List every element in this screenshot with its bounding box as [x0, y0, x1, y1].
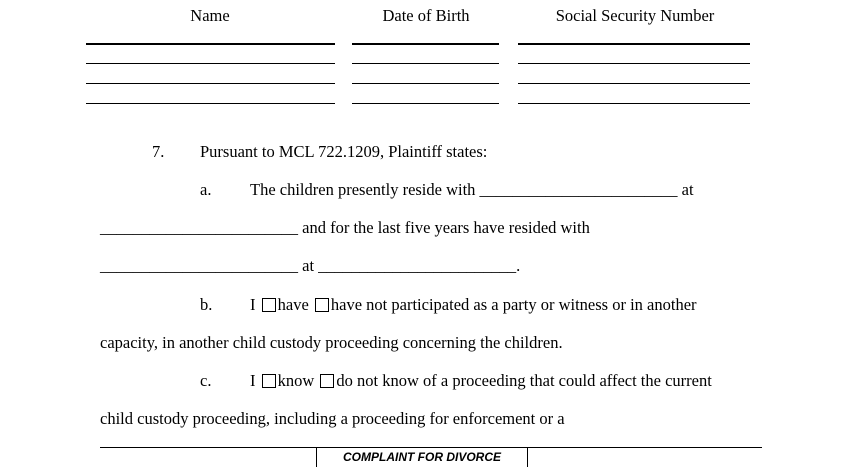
name-field-line[interactable]	[86, 63, 335, 64]
column-header-name: Name	[190, 6, 230, 25]
name-field-line[interactable]	[86, 83, 335, 84]
item-b-letter: b.	[200, 295, 213, 314]
dob-field-line[interactable]	[352, 83, 499, 84]
paragraph-number: 7.	[152, 142, 165, 161]
item-b-line-2: capacity, in another child custody proceeding concerning the children.	[100, 333, 563, 352]
column-header-ssn: Social Security Number	[555, 6, 715, 25]
form-footer-title: COMPLAINT FOR DIVORCE	[316, 447, 528, 467]
item-c-line-2: child custody proceeding, including a proceeding for enforcement or a	[100, 409, 565, 428]
name-field-line[interactable]	[86, 103, 335, 104]
item-c-i: I	[250, 371, 256, 390]
ssn-field-line[interactable]	[518, 63, 750, 64]
item-a-letter: a.	[200, 180, 212, 199]
have-not-label: have not participated as a party or witness or in another	[330, 295, 697, 314]
do-not-know-label: do not know of a proceeding that could affect the current	[336, 371, 712, 390]
item-a-line-2[interactable]: ________________________ and for the last five years have resided with	[100, 218, 590, 237]
dob-field-line[interactable]	[352, 43, 499, 45]
item-c-letter: c.	[200, 371, 212, 390]
ssn-field-line[interactable]	[518, 43, 750, 45]
ssn-field-line[interactable]	[518, 83, 750, 84]
item-b-line-1	[250, 297, 697, 314]
know-label: know	[277, 371, 315, 390]
dob-field-line[interactable]	[352, 103, 499, 104]
have-checkbox[interactable]	[262, 298, 276, 312]
item-b-i: I	[250, 295, 256, 314]
ssn-field-line[interactable]	[518, 103, 750, 104]
item-a-line-1[interactable]: The children presently reside with ________________________ at	[250, 180, 694, 199]
name-field-line[interactable]	[86, 43, 335, 45]
dob-field-line[interactable]	[352, 63, 499, 64]
item-c-line-1	[250, 373, 712, 390]
have-label: have	[277, 295, 309, 314]
item-a-line-3[interactable]: ________________________ at ________________________.	[100, 256, 521, 275]
know-checkbox[interactable]	[262, 374, 276, 388]
do-not-know-checkbox[interactable]	[320, 374, 334, 388]
have-not-checkbox[interactable]	[315, 298, 329, 312]
column-header-date-of-birth: Date of Birth	[382, 6, 470, 25]
paragraph-text: Pursuant to MCL 722.1209, Plaintiff states:	[200, 142, 488, 161]
